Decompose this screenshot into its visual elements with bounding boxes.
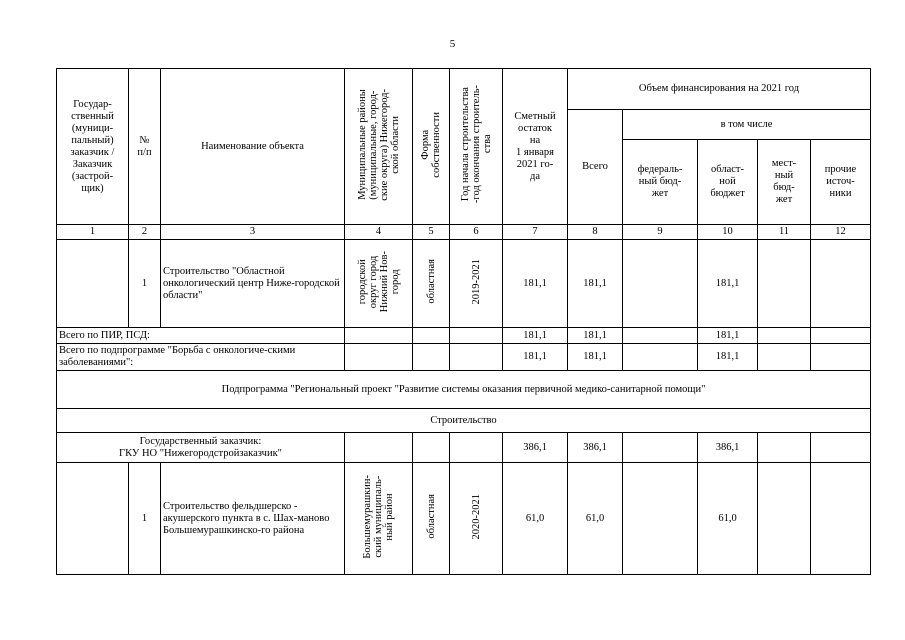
row2-years: 2020-2021	[470, 493, 482, 540]
customer-label: Государственный заказчик: ГКУ НО "Нижегородстройзаказчик"	[57, 433, 345, 463]
col-number-5: 5	[413, 225, 450, 240]
col-number-8: 8	[568, 225, 623, 240]
row2-regional: 61,0	[698, 463, 758, 575]
col-number-4: 4	[345, 225, 413, 240]
table-row	[57, 328, 871, 344]
table-row	[57, 433, 871, 463]
col-number-12: 12	[811, 225, 871, 240]
row1-total: 181,1	[568, 240, 623, 328]
subprogram-total-total: 181,1	[568, 344, 623, 371]
customer-total: 386,1	[568, 433, 623, 463]
row1-object-name: Строительство "Областной онкологический центр Ниже-городской области"	[161, 240, 345, 328]
header-local: мест- ный бюд- жет	[758, 140, 811, 225]
row1-district: городской округ город Нижний Нов- город	[356, 250, 401, 313]
header-years	[450, 69, 503, 225]
header-funding: Объем финансирования на 2021 год	[568, 69, 871, 110]
header-estimate: Сметный остаток на 1 января 2021 го- да	[503, 69, 568, 225]
header-other: прочие источ- ники	[811, 140, 871, 225]
row1-years: 2019-2021	[470, 258, 482, 305]
construction-title: Строительство	[57, 409, 871, 433]
funding-table	[56, 68, 871, 575]
header-ownership	[413, 69, 450, 225]
header-total: Всего	[568, 110, 623, 225]
pir-total-label: Всего по ПИР, ПСД:	[57, 328, 345, 344]
col-number-6: 6	[450, 225, 503, 240]
row2-estimate: 61,0	[503, 463, 568, 575]
table-row	[57, 463, 871, 575]
header-districts	[345, 69, 413, 225]
col-number-3: 3	[161, 225, 345, 240]
row2-ownership: областная	[425, 494, 437, 539]
row1-ownership: областная	[425, 259, 437, 304]
row2-number: 1	[129, 463, 161, 575]
col-number-10: 10	[698, 225, 758, 240]
col-number-9: 9	[623, 225, 698, 240]
subprogram-total-label: Всего по подпрограмме "Борьба с онкологиче-скими заболеваниями":	[57, 344, 345, 371]
table-row	[57, 240, 871, 328]
header-including: в том числе	[623, 110, 871, 140]
header-districts-text: Муниципальные районы (муниципальные, город- ские округа) Нижегород- ской области	[356, 88, 401, 201]
row2-object-name: Строительство фельдшерско - акушерского пункта в с. Шах-маново Большемурашкинско-го района	[161, 463, 345, 575]
subprogram-total-estimate: 181,1	[503, 344, 568, 371]
pir-total-estimate: 181,1	[503, 328, 568, 344]
header-object-name: Наименование объекта	[161, 69, 345, 225]
header-ownership-text: Форма собственности	[420, 111, 442, 178]
header-number: № п/п	[129, 69, 161, 225]
header-regional: област- ной бюджет	[698, 140, 758, 225]
table-row	[57, 344, 871, 371]
header-years-text: Год начала строительства -год окончания строитель- ства	[459, 85, 493, 204]
page-number: 5	[449, 38, 456, 50]
row2-total: 61,0	[568, 463, 623, 575]
col-number-11: 11	[758, 225, 811, 240]
row1-estimate: 181,1	[503, 240, 568, 328]
subprogram-title: Подпрограмма "Региональный проект "Развитие системы оказания первичной медико-санитарной помощи"	[57, 371, 871, 409]
col-number-2: 2	[129, 225, 161, 240]
customer-regional: 386,1	[698, 433, 758, 463]
header-federal: федераль- ный бюд- жет	[623, 140, 698, 225]
subprogram-total-regional: 181,1	[698, 344, 758, 371]
col-number-7: 7	[503, 225, 568, 240]
col-number-1: 1	[57, 225, 129, 240]
pir-total-total: 181,1	[568, 328, 623, 344]
customer-estimate: 386,1	[503, 433, 568, 463]
row1-regional: 181,1	[698, 240, 758, 328]
pir-total-regional: 181,1	[698, 328, 758, 344]
header-customer: Государ- ственный (муници- пальный) заказчик / Заказчик (застрой- щик)	[57, 69, 129, 225]
row1-number: 1	[129, 240, 161, 328]
row2-district: Большемурашкин- ский муниципаль- ный район	[362, 474, 395, 559]
